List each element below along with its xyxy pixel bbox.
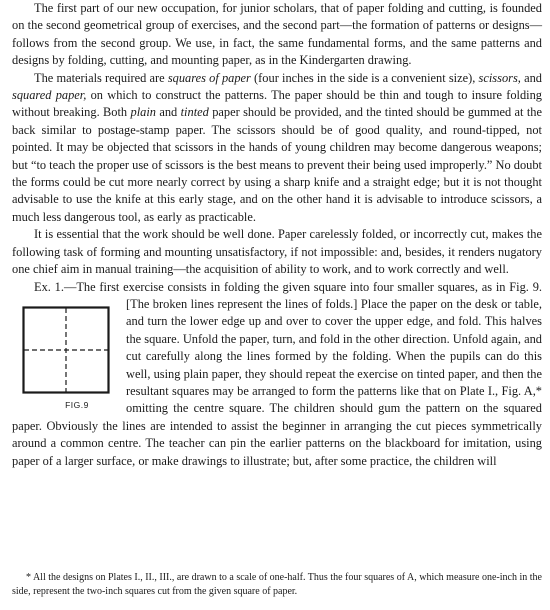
italic-term: squares of paper	[167, 70, 251, 85]
figure-label: FIG.9	[65, 399, 89, 410]
figure-9	[16, 306, 116, 414]
fold-diagram	[22, 306, 110, 396]
paragraph-introduction	[12, 0, 542, 70]
text-run: paper should be provided, and the tinted should be gummed at the back similar to postage-stamp paper. The scissors should be of good quality, and round-tipped, not pointed. It may be objected that scissors in the hands of young children may become dangerous weapons; but “to teach the proper use of scissors is the best means to prevent their being used improperly.” No doubt the forms could be cut more nearly correct by using a sharp knife and a straight edge; but it is not thought advisable to use the knife at this early stage, and on the other hand it is advisable to introduce scissors, a much less dangerous tool, as early as practicable.	[12, 105, 543, 224]
text-run: It is essential that the work should be well done. Paper carelessly folded, or incorrectly cut, makes the following task of forming and mounting unsatisfactory, if not impossible: and, besides, it renders nugatory one chief aim in manual training—the acquisition of ability to work, and to work correctly and well.	[12, 227, 542, 277]
exercise-intro: Ex. 1.—The first exercise consists in folding the given square into four smaller squares, as in Fig. 9. [The broken lines represent the lines of folds.]	[34, 279, 542, 311]
paragraph-materials	[12, 70, 542, 227]
italic-term: tinted	[180, 105, 209, 120]
paragraph-essential-work	[12, 226, 542, 278]
text-run: and	[520, 70, 542, 85]
exercise-body: Place the paper on the desk or table, and turn the lower edge up and over to cover the upper edge, and fold. This halves the square. Unfold the paper, turn, and fold in the other direction. Unfold again, and cut carefully along the lines formed by the folding. When the pupils can do this well, using plain paper, they should repeat the exercise on tinted paper, and then the resultant squares may be arranged to form the patterns like that on Plate I., Fig. A,* omitting the centre square. The children should gum the pattern on the squared paper. Obviously the lines are intended to assist the beginner in arranging the cut pieces symmetrically around a common centre. The teacher can pin the earlier patterns on the blackboard for imitation, using paper of a larger surface, or make drawings to illustrate; but, after some practice, the children will	[12, 296, 542, 468]
text-run: (four inches in the side is a convenient size),	[250, 70, 479, 85]
text-run: The materials required are	[34, 70, 168, 85]
text-run: The first part of our new occupation, for junior scholars, that of paper folding and cutting, is founded on the second geometrical group of exercises, and the second part—the formation of patterns or designs—follows from the second group. We use, in fact, the same fundamental forms, and the same patterns and designs by folding, cutting, and mounting paper, as in the Kindergarten drawing.	[12, 1, 542, 68]
paragraph-exercise-1	[12, 279, 542, 470]
italic-term: scissors,	[478, 70, 521, 85]
footnote: * All the designs on Plates I., II., III., are drawn to a scale of one-half. Thus the four squares of A, which measure one-inch in the side, represent the two-inch squares cut from the given square of paper.	[12, 572, 542, 597]
text-run: on which to construct the patterns. The paper should be thin and tough to insure folding without breaking. Both	[12, 88, 542, 120]
italic-term: squared paper,	[12, 88, 87, 103]
text-run: and	[155, 105, 181, 120]
italic-term: plain	[130, 105, 156, 120]
